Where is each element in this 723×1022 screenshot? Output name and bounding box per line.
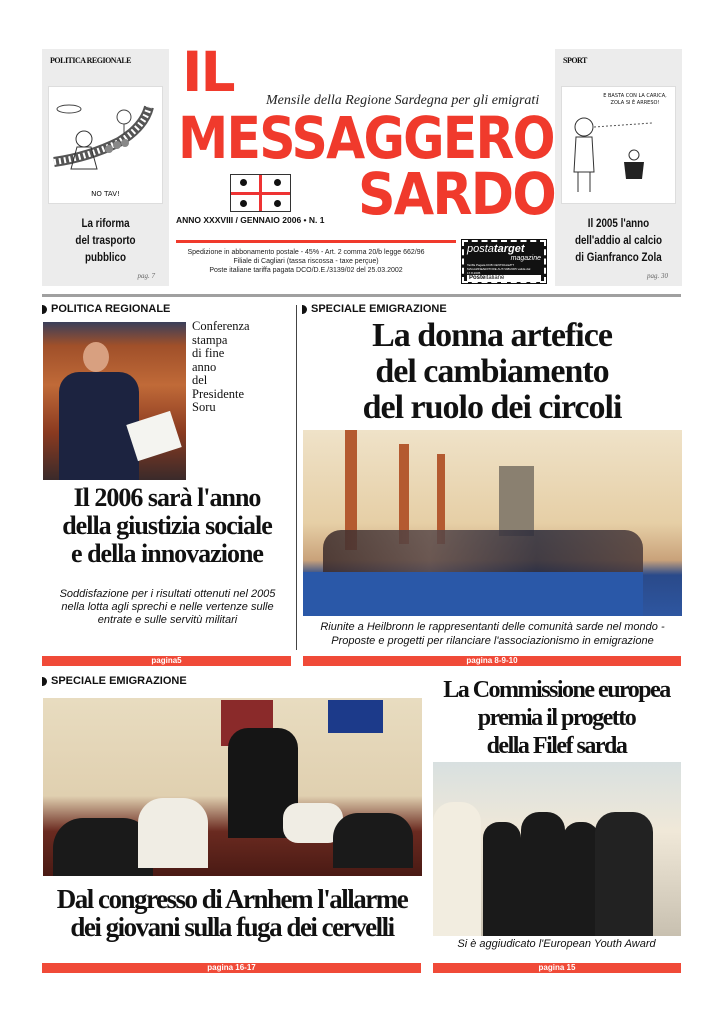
masthead-tagline: Mensile della Regione Sardegna per gli emigrati: [266, 93, 540, 108]
postal-info: Spedizione in abbonamento postale - 45% - Art. 2 comma 20/b legge 662/96 Filiale di Cagliari (tassa riscossa - taxe perçue) Poste italiane tariffa pagata DCO/D.E./3139/02 del 25.03.2002: [187, 249, 425, 274]
left-teaser-title: La riforma del trasporto pubblico: [75, 216, 136, 264]
page-link-arnhem[interactable]: pagina 16-17: [42, 963, 421, 973]
cartoon-no-tav: [48, 86, 163, 204]
caption-donna: Riunite a Heilbronn le rappresentanti delle comunità sarde nel mondo - Proposte e progetti per rilanciare l'associazionismo in emigrazione: [320, 621, 665, 647]
photo-youth-award[interactable]: [433, 762, 681, 936]
left-teaser-section: POLITICA REGIONALE: [50, 56, 132, 65]
headline-filef[interactable]: La Commissione europea premia il progetto della Filef sarda: [443, 677, 670, 759]
section-label-emigrazione: SPECIALE EMIGRAZIONE: [302, 303, 447, 315]
headline-politica[interactable]: Il 2006 sarà l'anno della giustizia sociale e della innovazione: [62, 483, 272, 569]
photo-soru[interactable]: [43, 322, 186, 480]
postatarget-stamp: postatarget magazine Tariffa Pagata DCB CENTRALE/PT MAGAZINE/EDITORE AUT/198/2005 valida dal 17.8.2005 Posteitaliane: [462, 240, 546, 283]
masthead-il: IL: [182, 40, 234, 104]
cartoon-zola: [561, 86, 676, 204]
section-bullet-icon: [42, 677, 47, 686]
cartoon-caption: E BASTA CON LA CARICA, ZOLA SI È ARRESO!: [603, 93, 667, 106]
sardinian-flag-icon: [230, 174, 291, 212]
section-label-emigrazione-2: SPECIALE EMIGRAZIONE: [42, 675, 187, 687]
photo-caption-soru: Conferenza stampa di fine anno del Presidente Soru: [192, 319, 250, 414]
top-divider: [42, 294, 681, 297]
page-link-donna[interactable]: pagina 8-9-10: [303, 656, 681, 666]
right-teaser-page: pag. 30: [647, 272, 668, 280]
page-link-filef[interactable]: pagina 15: [433, 963, 681, 973]
left-teaser-page: pag. 7: [137, 272, 155, 280]
right-teaser[interactable]: [555, 49, 682, 286]
subhead-politica: Soddisfazione per i risultati ottenuti nel 2005 nella lotta agli sprechi e nelle vertenze sulle entrate e sulle servitù militari: [59, 588, 276, 626]
right-teaser-section: SPORT: [563, 56, 587, 65]
headline-donna[interactable]: La donna artefice del cambiamento del ruolo dei circoli: [362, 317, 622, 426]
issue-info: ANNO XXXVIII / GENNAIO 2006 • N. 1: [176, 215, 325, 225]
section-bullet-icon: [302, 305, 307, 314]
headline-arnhem[interactable]: Dal congresso di Arnhem l'allarme dei giovani sulla fuga dei cervelli: [56, 884, 408, 942]
masthead-messaggero: MESSAGGERO: [178, 104, 554, 172]
photo-arnhem[interactable]: [43, 698, 422, 876]
cartoon-drawing-icon: [562, 87, 675, 203]
left-teaser[interactable]: [42, 49, 169, 286]
cartoon-caption: NO TAV!: [91, 190, 120, 198]
caption-filef: Si è aggiudicato l'European Youth Award: [457, 938, 656, 950]
cartoon-drawing-icon: [49, 87, 162, 203]
masthead-sardo: SARDO: [358, 160, 555, 228]
masthead-rule: [176, 240, 456, 243]
section-bullet-icon: [42, 305, 47, 314]
right-teaser-title: Il 2005 l'anno dell'addio al calcio di Gianfranco Zola: [574, 216, 663, 264]
column-divider: [296, 305, 297, 650]
photo-heilbronn[interactable]: [303, 430, 682, 616]
section-label-politica: POLITICA REGIONALE: [42, 303, 170, 315]
page-link-politica[interactable]: pagina5: [42, 656, 291, 666]
